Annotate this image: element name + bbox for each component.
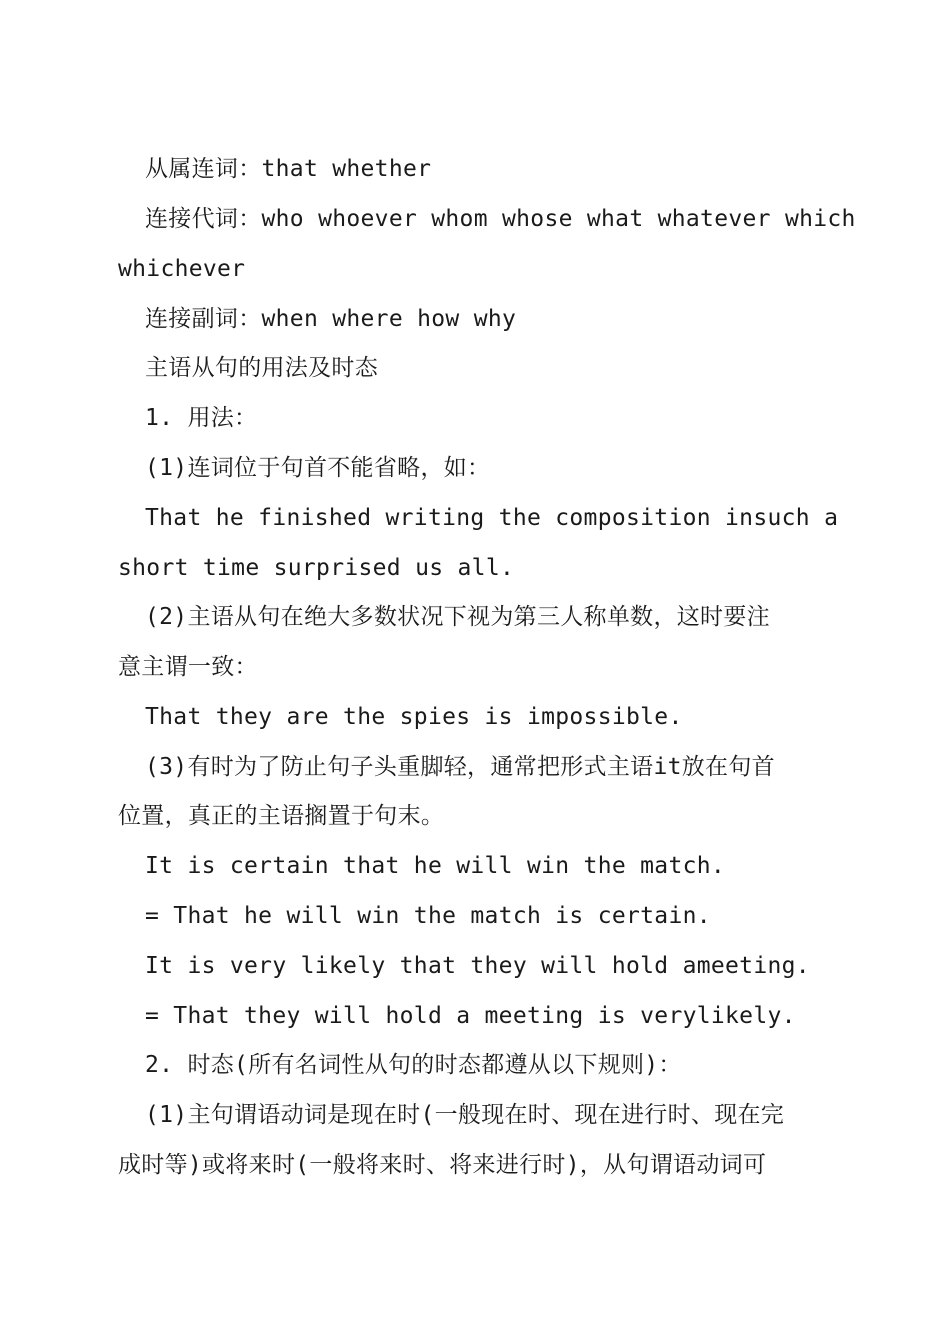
example-sentence: That he finished writing the composition insuch a: [145, 505, 839, 531]
text-line: (3)有时为了防止句子头重脚轻，通常把形式主语it放在句首: [145, 754, 775, 780]
example-sentence: = That they will hold a meeting is verylikely.: [145, 1003, 796, 1029]
text-line: (2)主语从句在绝大多数状况下视为第三人称单数，这时要注: [145, 604, 770, 630]
text-line: (1)连词位于句首不能省略，如：: [145, 455, 491, 481]
section-heading: 主语从句的用法及时态: [145, 355, 378, 381]
example-sentence: = That he will win the match is certain.: [145, 903, 711, 929]
text-line: whichever: [118, 256, 246, 282]
text-line: 位置，真正的主语搁置于句末。: [118, 803, 445, 829]
subsection-heading: 2. 时态(所有名词性从句的时态都遵从以下规则)：: [145, 1052, 682, 1078]
example-sentence: It is very likely that they will hold ameeting.: [145, 953, 810, 979]
subsection-heading: 1. 用法：: [145, 405, 258, 431]
text-line: 意主谓一致：: [118, 654, 258, 680]
text-line: 连接代词：who whoever whom whose what whatever which: [145, 206, 856, 232]
text-line: 成时等)或将来时(一般将来时、将来进行时)，从句谓语动词可: [118, 1152, 767, 1178]
text-line: 连接副词：when where how why: [145, 306, 517, 332]
text-line: (1)主句谓语动词是现在时(一般现在时、现在进行时、现在完: [145, 1102, 785, 1128]
example-sentence: It is certain that he will win the match.: [145, 853, 726, 879]
text-line: 从属连词：that whether: [145, 156, 432, 182]
example-sentence: That they are the spies is impossible.: [145, 704, 683, 730]
example-sentence: short time surprised us all.: [118, 555, 515, 581]
